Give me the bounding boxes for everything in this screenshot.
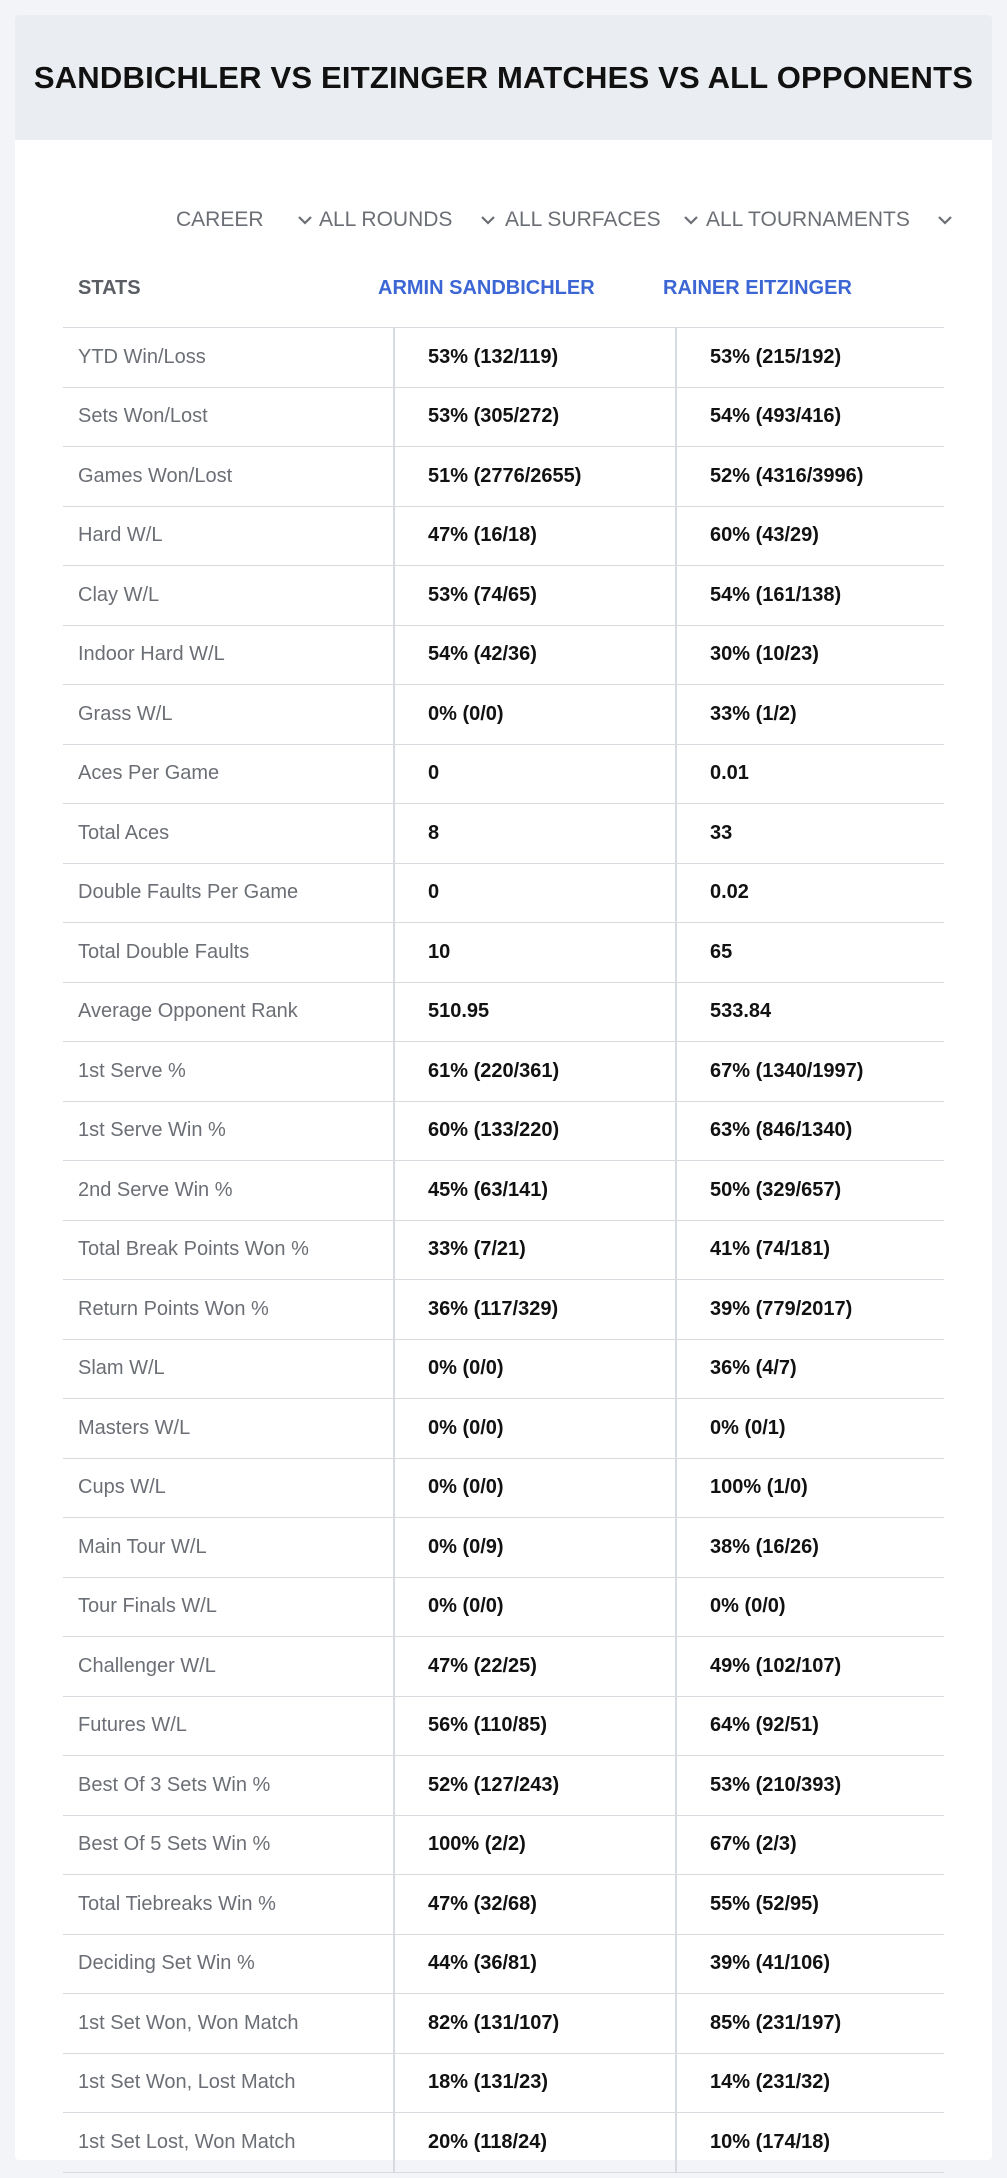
player2-value: 33 bbox=[710, 821, 733, 844]
player2-value: 54% (493/416) bbox=[710, 405, 842, 428]
stat-label: Clay W/L bbox=[78, 583, 160, 606]
player2-value: 65 bbox=[710, 940, 733, 963]
stat-label: 1st Set Won, Lost Match bbox=[78, 2071, 296, 2094]
table-row bbox=[63, 923, 944, 983]
player1-value: 33% (7/21) bbox=[428, 1238, 526, 1261]
player1-value: 0% (0/9) bbox=[428, 1535, 504, 1558]
stat-label: Indoor Hard W/L bbox=[78, 643, 225, 666]
player1-value: 18% (131/23) bbox=[428, 2071, 549, 2094]
stat-label: Average Opponent Rank bbox=[78, 1000, 298, 1023]
stats-table bbox=[63, 250, 944, 2173]
column-header-player2-link[interactable]: RAINER EITZINGER bbox=[663, 277, 852, 299]
player2-value: 67% (2/3) bbox=[710, 1833, 797, 1856]
table-header bbox=[63, 250, 944, 328]
chevron-down-icon bbox=[296, 211, 314, 229]
table-row bbox=[63, 1578, 944, 1638]
stat-label: 1st Set Lost, Won Match bbox=[78, 2130, 296, 2153]
player2-value: 85% (231/197) bbox=[710, 2011, 842, 2034]
player1-value: 60% (133/220) bbox=[428, 1119, 560, 1142]
player2-value: 0% (0/0) bbox=[710, 1595, 786, 1618]
player2-value: 0.02 bbox=[710, 881, 749, 904]
player1-value: 0% (0/0) bbox=[428, 1595, 504, 1618]
player1-value: 8 bbox=[428, 821, 440, 844]
table-row bbox=[63, 1459, 944, 1519]
table-row bbox=[63, 1221, 944, 1281]
player1-value: 82% (131/107) bbox=[428, 2011, 560, 2034]
page-title: SANDBICHLER VS EITZINGER MATCHES VS ALL OPPONENTS bbox=[33, 59, 974, 95]
player1-value: 47% (16/18) bbox=[428, 524, 537, 547]
table-body bbox=[63, 328, 944, 2173]
table-row bbox=[63, 1161, 944, 1221]
stat-label: Sets Won/Lost bbox=[78, 405, 208, 428]
player1-value: 51% (2776/2655) bbox=[428, 464, 582, 487]
player1-value: 61% (220/361) bbox=[428, 1059, 560, 1082]
stat-label: Best Of 5 Sets Win % bbox=[78, 1833, 271, 1856]
table-row bbox=[63, 2113, 944, 2173]
column-header-player1-link[interactable]: ARMIN SANDBICHLER bbox=[378, 277, 595, 299]
table-row bbox=[63, 983, 944, 1043]
player1-value: 0% (0/0) bbox=[428, 1416, 504, 1439]
stat-label: Cups W/L bbox=[78, 1476, 166, 1499]
player2-value: 50% (329/657) bbox=[710, 1178, 842, 1201]
stat-label: Total Tiebreaks Win % bbox=[78, 1892, 276, 1915]
player1-value: 0 bbox=[428, 881, 440, 904]
stat-label: 1st Serve Win % bbox=[78, 1119, 226, 1142]
table-row bbox=[63, 1399, 944, 1459]
period-select[interactable] bbox=[176, 190, 316, 250]
rounds-select[interactable] bbox=[319, 190, 499, 250]
player2-value: 38% (16/26) bbox=[710, 1535, 819, 1558]
player1-value: 47% (22/25) bbox=[428, 1654, 537, 1677]
player1-value: 52% (127/243) bbox=[428, 1773, 560, 1796]
player1-value: 54% (42/36) bbox=[428, 643, 537, 666]
stat-label: Games Won/Lost bbox=[78, 464, 233, 487]
page-header bbox=[15, 15, 992, 140]
player1-value: 510.95 bbox=[428, 1000, 490, 1023]
table-row bbox=[63, 1875, 944, 1935]
player2-value: 55% (52/95) bbox=[710, 1892, 819, 1915]
table-row bbox=[63, 1280, 944, 1340]
player2-value: 0.01 bbox=[710, 762, 749, 785]
surfaces-select[interactable] bbox=[505, 190, 705, 250]
stats-card bbox=[15, 15, 992, 2160]
stat-label: Aces Per Game bbox=[78, 762, 220, 785]
player1-value: 53% (74/65) bbox=[428, 583, 537, 606]
player1-value: 10 bbox=[428, 940, 451, 963]
player1-value: 44% (36/81) bbox=[428, 1952, 537, 1975]
table-row bbox=[63, 1994, 944, 2054]
table-row bbox=[63, 685, 944, 745]
table-row bbox=[63, 1340, 944, 1400]
player2-value: 41% (74/181) bbox=[710, 1238, 831, 1261]
table-row bbox=[63, 1637, 944, 1697]
column-divider bbox=[675, 327, 677, 2173]
stat-label: 2nd Serve Win % bbox=[78, 1178, 233, 1201]
stat-label: Main Tour W/L bbox=[78, 1535, 207, 1558]
stat-label: Double Faults Per Game bbox=[78, 881, 299, 904]
stat-label: 1st Set Won, Won Match bbox=[78, 2011, 299, 2034]
stat-label: Tour Finals W/L bbox=[78, 1595, 217, 1618]
table-row bbox=[63, 507, 944, 567]
player1-value: 100% (2/2) bbox=[428, 1833, 526, 1856]
player2-value: 64% (92/51) bbox=[710, 1714, 819, 1737]
player2-value: 49% (102/107) bbox=[710, 1654, 842, 1677]
table-row bbox=[63, 1756, 944, 1816]
filter-bar bbox=[15, 190, 992, 250]
player1-value: 56% (110/85) bbox=[428, 1714, 547, 1737]
player2-value: 100% (1/0) bbox=[710, 1476, 808, 1499]
stat-label: Futures W/L bbox=[78, 1714, 187, 1737]
stat-label: Total Break Points Won % bbox=[78, 1238, 309, 1261]
chevron-down-icon bbox=[936, 211, 954, 229]
player1-value: 53% (132/119) bbox=[428, 345, 559, 368]
player1-value: 0% (0/0) bbox=[428, 1476, 504, 1499]
stat-label: Deciding Set Win % bbox=[78, 1952, 255, 1975]
column-header-stats: STATS bbox=[78, 277, 141, 299]
chevron-down-icon bbox=[682, 211, 700, 229]
table-row bbox=[63, 745, 944, 805]
stat-label: Masters W/L bbox=[78, 1416, 191, 1439]
table-row bbox=[63, 328, 944, 388]
surfaces-select-label: ALL SURFACES bbox=[505, 208, 661, 231]
table-row bbox=[63, 447, 944, 507]
column-divider bbox=[393, 327, 395, 2173]
table-row bbox=[63, 1518, 944, 1578]
player1-value: 53% (305/272) bbox=[428, 405, 560, 428]
tournaments-select-label: ALL TOURNAMENTS bbox=[706, 208, 910, 231]
table-row bbox=[63, 1697, 944, 1757]
stat-label: Hard W/L bbox=[78, 524, 163, 547]
player1-value: 0% (0/0) bbox=[428, 1357, 504, 1380]
player1-value: 45% (63/141) bbox=[428, 1178, 549, 1201]
player2-value: 63% (846/1340) bbox=[710, 1119, 853, 1142]
player2-value: 54% (161/138) bbox=[710, 583, 842, 606]
table-row bbox=[63, 804, 944, 864]
period-select-label: CAREER bbox=[176, 208, 264, 231]
player2-value: 39% (779/2017) bbox=[710, 1297, 853, 1320]
stat-label: 1st Serve % bbox=[78, 1059, 186, 1082]
table-row bbox=[63, 864, 944, 924]
player1-value: 47% (32/68) bbox=[428, 1892, 537, 1915]
player1-value: 0% (0/0) bbox=[428, 702, 504, 725]
player2-value: 52% (4316/3996) bbox=[710, 464, 864, 487]
player2-value: 36% (4/7) bbox=[710, 1357, 797, 1380]
player2-value: 0% (0/1) bbox=[710, 1416, 786, 1439]
table-row bbox=[63, 626, 944, 686]
player2-value: 10% (174/18) bbox=[710, 2130, 831, 2153]
table-row bbox=[63, 1816, 944, 1876]
table-row bbox=[63, 566, 944, 626]
player2-value: 14% (231/32) bbox=[710, 2071, 831, 2094]
player2-value: 53% (210/393) bbox=[710, 1773, 842, 1796]
player1-value: 0 bbox=[428, 762, 440, 785]
stat-label: Total Double Faults bbox=[78, 940, 250, 963]
rounds-select-label: ALL ROUNDS bbox=[319, 208, 453, 231]
player2-value: 30% (10/23) bbox=[710, 643, 819, 666]
stat-label: Slam W/L bbox=[78, 1357, 165, 1380]
player1-value: 20% (118/24) bbox=[428, 2130, 547, 2153]
stat-label: Return Points Won % bbox=[78, 1297, 269, 1320]
player2-value: 67% (1340/1997) bbox=[710, 1059, 864, 1082]
player2-value: 53% (215/192) bbox=[710, 345, 842, 368]
stat-label: Grass W/L bbox=[78, 702, 173, 725]
stat-label: Challenger W/L bbox=[78, 1654, 216, 1677]
table-row bbox=[63, 1042, 944, 1102]
table-row bbox=[63, 388, 944, 448]
player1-value: 36% (117/329) bbox=[428, 1297, 559, 1320]
table-row bbox=[63, 1935, 944, 1995]
stat-label: Total Aces bbox=[78, 821, 170, 844]
chevron-down-icon bbox=[479, 211, 497, 229]
player2-value: 533.84 bbox=[710, 1000, 772, 1023]
table-row bbox=[63, 1102, 944, 1162]
tournaments-select[interactable] bbox=[706, 190, 956, 250]
player2-value: 33% (1/2) bbox=[710, 702, 797, 725]
player2-value: 60% (43/29) bbox=[710, 524, 819, 547]
table-row bbox=[63, 2054, 944, 2114]
stat-label: YTD Win/Loss bbox=[78, 345, 206, 368]
stat-label: Best Of 3 Sets Win % bbox=[78, 1773, 271, 1796]
player2-value: 39% (41/106) bbox=[710, 1952, 831, 1975]
